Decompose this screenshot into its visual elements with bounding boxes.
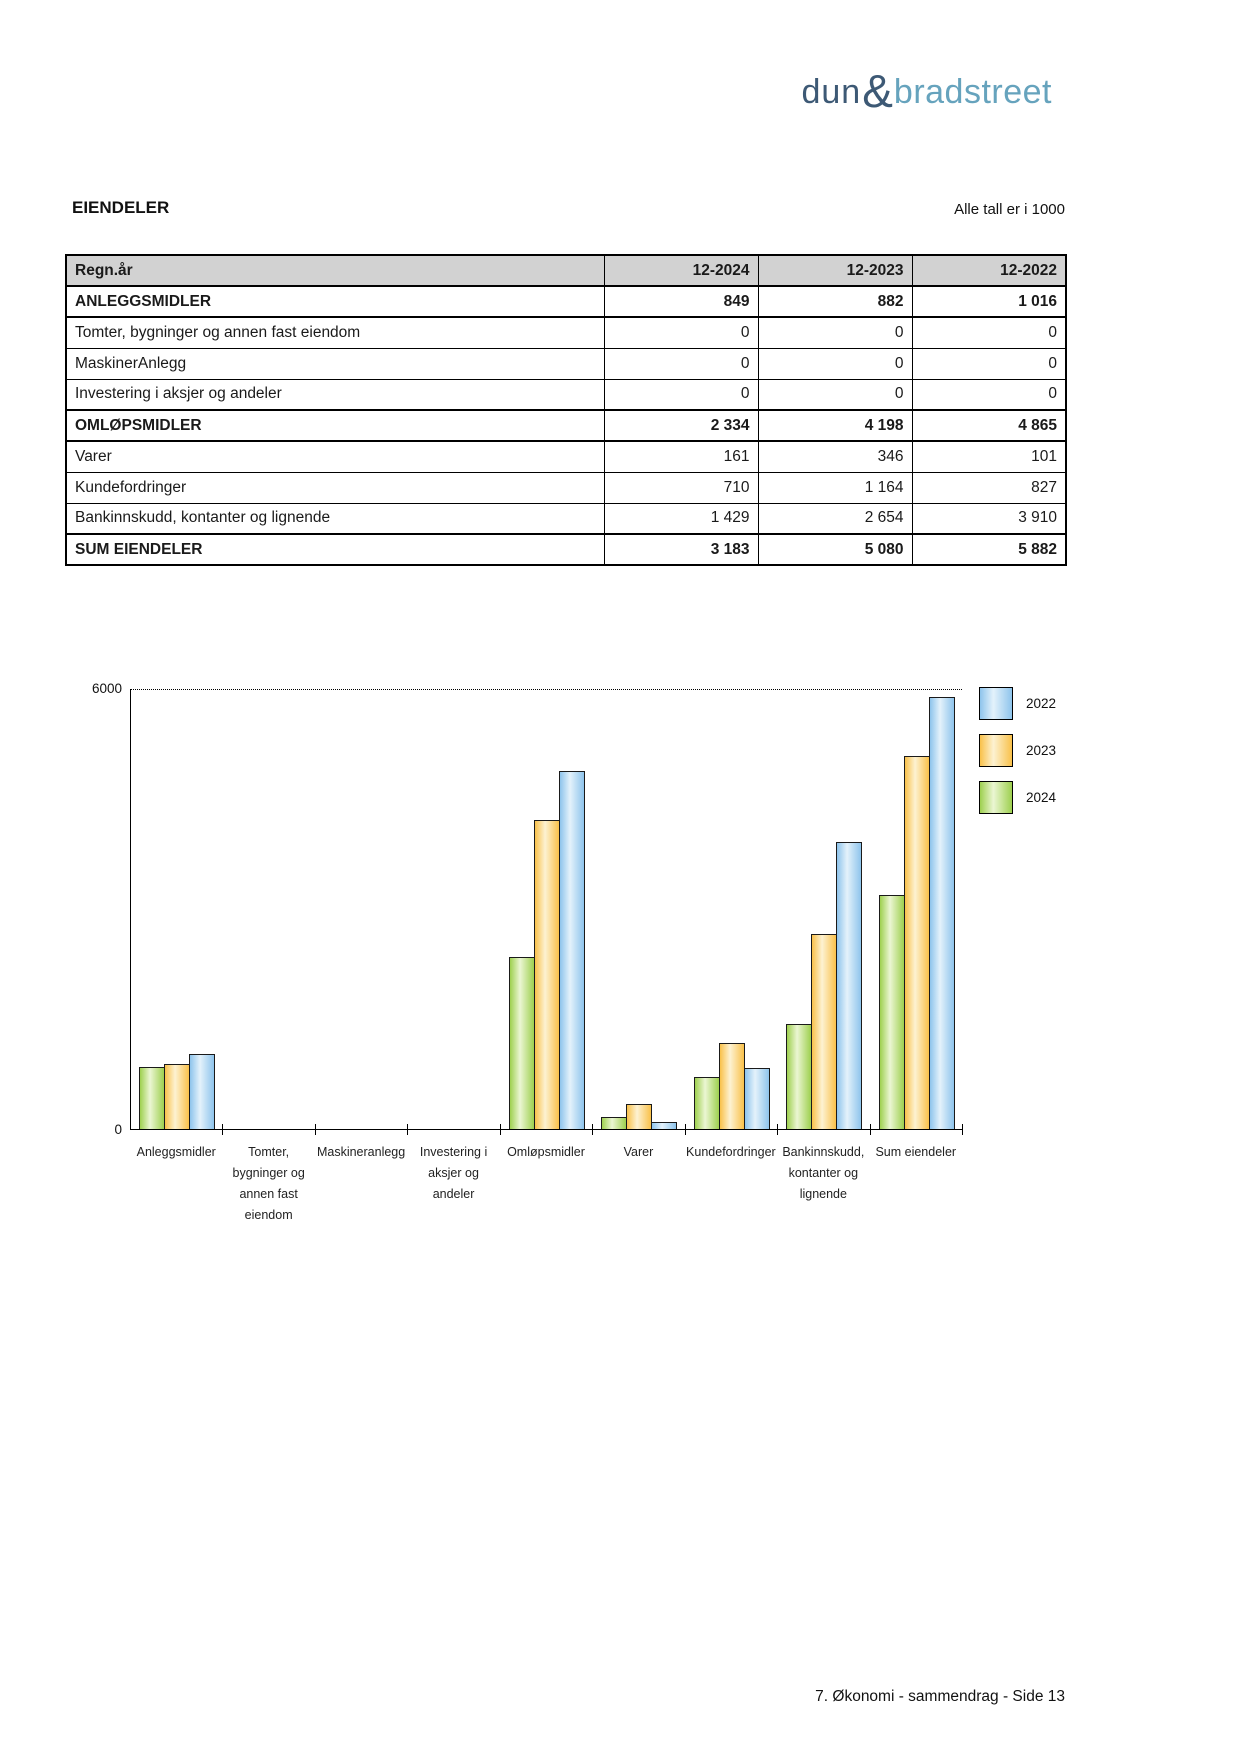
chart-legend [979,687,1056,828]
row-value: 849 [604,286,758,317]
x-category-label-line: Tomter, [248,1145,290,1159]
row-label: Varer [66,441,604,472]
x-category-label-bankinnskudd-kontanter-og-lignende [777,1142,869,1205]
legend-swatch-2024 [979,781,1013,814]
legend-label-2023: 2023 [1026,743,1057,758]
legend-label-2022: 2022 [1026,696,1057,711]
row-value: 5 882 [912,534,1066,565]
column-header-12-2024: 12-2024 [604,255,758,286]
x-category-label-maskineranlegg [315,1142,407,1163]
legend-label-2024: 2024 [1026,790,1057,805]
x-category-label-line: Anleggsmidler [136,1145,216,1159]
bar-group-anleggsmidler [131,690,223,1129]
row-label: MaskinerAnlegg [66,348,604,379]
row-label: Investering i aksjer og andeler [66,379,604,410]
legend-item-2022 [979,687,1056,720]
row-value: 0 [912,348,1066,379]
table-row [66,317,1066,348]
ampersand-icon: & [862,65,893,117]
assets-table-body [66,286,1066,565]
row-label: ANLEGGSMIDLER [66,286,604,317]
x-category-label-tomter-bygninger-og-annen-fast-eiendom [222,1142,314,1226]
row-label: Bankinnskudd, kontanter og lignende [66,503,604,534]
table-row [66,441,1066,472]
table-row [66,472,1066,503]
row-label: Tomter, bygninger og annen fast eiendom [66,317,604,348]
row-value: 0 [604,317,758,348]
row-value: 710 [604,472,758,503]
units-note: Alle tall er i 1000 [954,201,1065,218]
bar-2022-oml-psmidler [559,771,585,1129]
bar-2022-anleggsmidler [189,1054,215,1129]
bar-group-investering-i-aksjer-og-andeler [408,690,500,1129]
y-axis-label-max: 6000 [91,681,122,696]
bar-2023-anleggsmidler [164,1064,190,1129]
row-value: 0 [912,379,1066,410]
dun-bradstreet-logo [801,64,1052,122]
bar-chart-plot-area [130,689,962,1130]
x-category-label-line: Sum eiendeler [875,1145,957,1159]
page-footer: 7. Økonomi - sammendrag - Side 13 [815,1688,1065,1705]
bar-2023-bankinnskudd-kontanter-og-lignende [811,934,837,1129]
logo-text-dun: dun [801,73,862,111]
bar-2023-sum-eiendeler [904,756,930,1129]
assets-table [65,254,1067,566]
assets-table-header [66,255,1066,286]
table-row [66,286,1066,317]
bar-2022-varer [651,1122,677,1129]
row-value: 1 429 [604,503,758,534]
row-value: 0 [912,317,1066,348]
table-row [66,534,1066,565]
bar-2022-kundefordringer [744,1068,770,1129]
x-category-label-line: lignende [799,1187,847,1201]
x-category-label-oml-psmidler [500,1142,592,1163]
bar-2024-bankinnskudd-kontanter-og-lignende [786,1024,812,1129]
bar-group-oml-psmidler [501,690,593,1129]
bar-2023-varer [626,1104,652,1129]
row-label: SUM EIENDELER [66,534,604,565]
bar-2023-oml-psmidler [534,820,560,1129]
row-value: 827 [912,472,1066,503]
x-category-label-line: andeler [432,1187,475,1201]
bar-group-maskineranlegg [316,690,408,1129]
bar-2024-sum-eiendeler [879,895,905,1129]
row-value: 1 164 [758,472,912,503]
x-category-label-line: Kundefordringer [686,1145,776,1159]
column-header-regnar: Regn.år [66,255,604,286]
x-category-label-line: annen fast [239,1187,298,1201]
x-category-label-kundefordringer [685,1142,777,1163]
bar-group-sum-eiendeler [871,690,963,1129]
legend-swatch-2023 [979,734,1013,767]
x-category-label-line: Varer [623,1145,654,1159]
row-value: 1 016 [912,286,1066,317]
bar-group-tomter-bygninger-og-annen-fast-eiendom [223,690,315,1129]
row-value: 161 [604,441,758,472]
x-axis-tick [962,1124,963,1135]
table-row [66,348,1066,379]
row-value: 0 [758,379,912,410]
table-row [66,503,1066,534]
logo-text-bradstreet: bradstreet [893,73,1052,111]
x-category-label-line: kontanter og [788,1166,859,1180]
bar-2024-anleggsmidler [139,1067,165,1129]
x-category-label-line: bygninger og [232,1166,305,1180]
bar-2023-kundefordringer [719,1043,745,1129]
row-value: 0 [758,317,912,348]
x-category-label-line: aksjer og [428,1166,479,1180]
row-value: 346 [758,441,912,472]
x-category-label-anleggsmidler [130,1142,222,1163]
x-category-label-line: Omløpsmidler [507,1145,585,1159]
x-category-label-investering-i-aksjer-og-andeler [407,1142,499,1205]
column-header-12-2023: 12-2023 [758,255,912,286]
x-category-label-line: Maskineranlegg [316,1145,406,1159]
row-label: Kundefordringer [66,472,604,503]
row-value: 0 [604,379,758,410]
row-value: 4 865 [912,410,1066,441]
bar-2024-varer [601,1117,627,1129]
row-value: 2 334 [604,410,758,441]
x-category-label-line: Bankinnskudd, [782,1145,865,1159]
x-category-label-varer [592,1142,684,1163]
row-value: 882 [758,286,912,317]
row-value: 101 [912,441,1066,472]
x-category-label-line: eiendom [244,1208,293,1222]
y-axis-label-zero: 0 [114,1122,122,1137]
row-value: 0 [604,348,758,379]
row-value: 0 [758,348,912,379]
x-category-label-line: Investering i [419,1145,488,1159]
table-row [66,410,1066,441]
bar-group-bankinnskudd-kontanter-og-lignende [778,690,870,1129]
x-category-label-sum-eiendeler [870,1142,962,1163]
bar-2024-kundefordringer [694,1077,720,1129]
bar-group-varer [593,690,685,1129]
legend-item-2023 [979,734,1056,767]
column-header-12-2022: 12-2022 [912,255,1066,286]
bar-2022-sum-eiendeler [929,697,955,1129]
page-title: EIENDELER [72,198,170,217]
bar-2024-oml-psmidler [509,957,535,1129]
row-value: 5 080 [758,534,912,565]
row-value: 3 183 [604,534,758,565]
legend-swatch-2022 [979,687,1013,720]
row-label: OMLØPSMIDLER [66,410,604,441]
bar-2022-bankinnskudd-kontanter-og-lignende [836,842,862,1129]
row-value: 2 654 [758,503,912,534]
row-value: 3 910 [912,503,1066,534]
row-value: 4 198 [758,410,912,441]
legend-item-2024 [979,781,1056,814]
bar-group-kundefordringer [686,690,778,1129]
table-row [66,379,1066,410]
table-header-row [66,255,1066,286]
